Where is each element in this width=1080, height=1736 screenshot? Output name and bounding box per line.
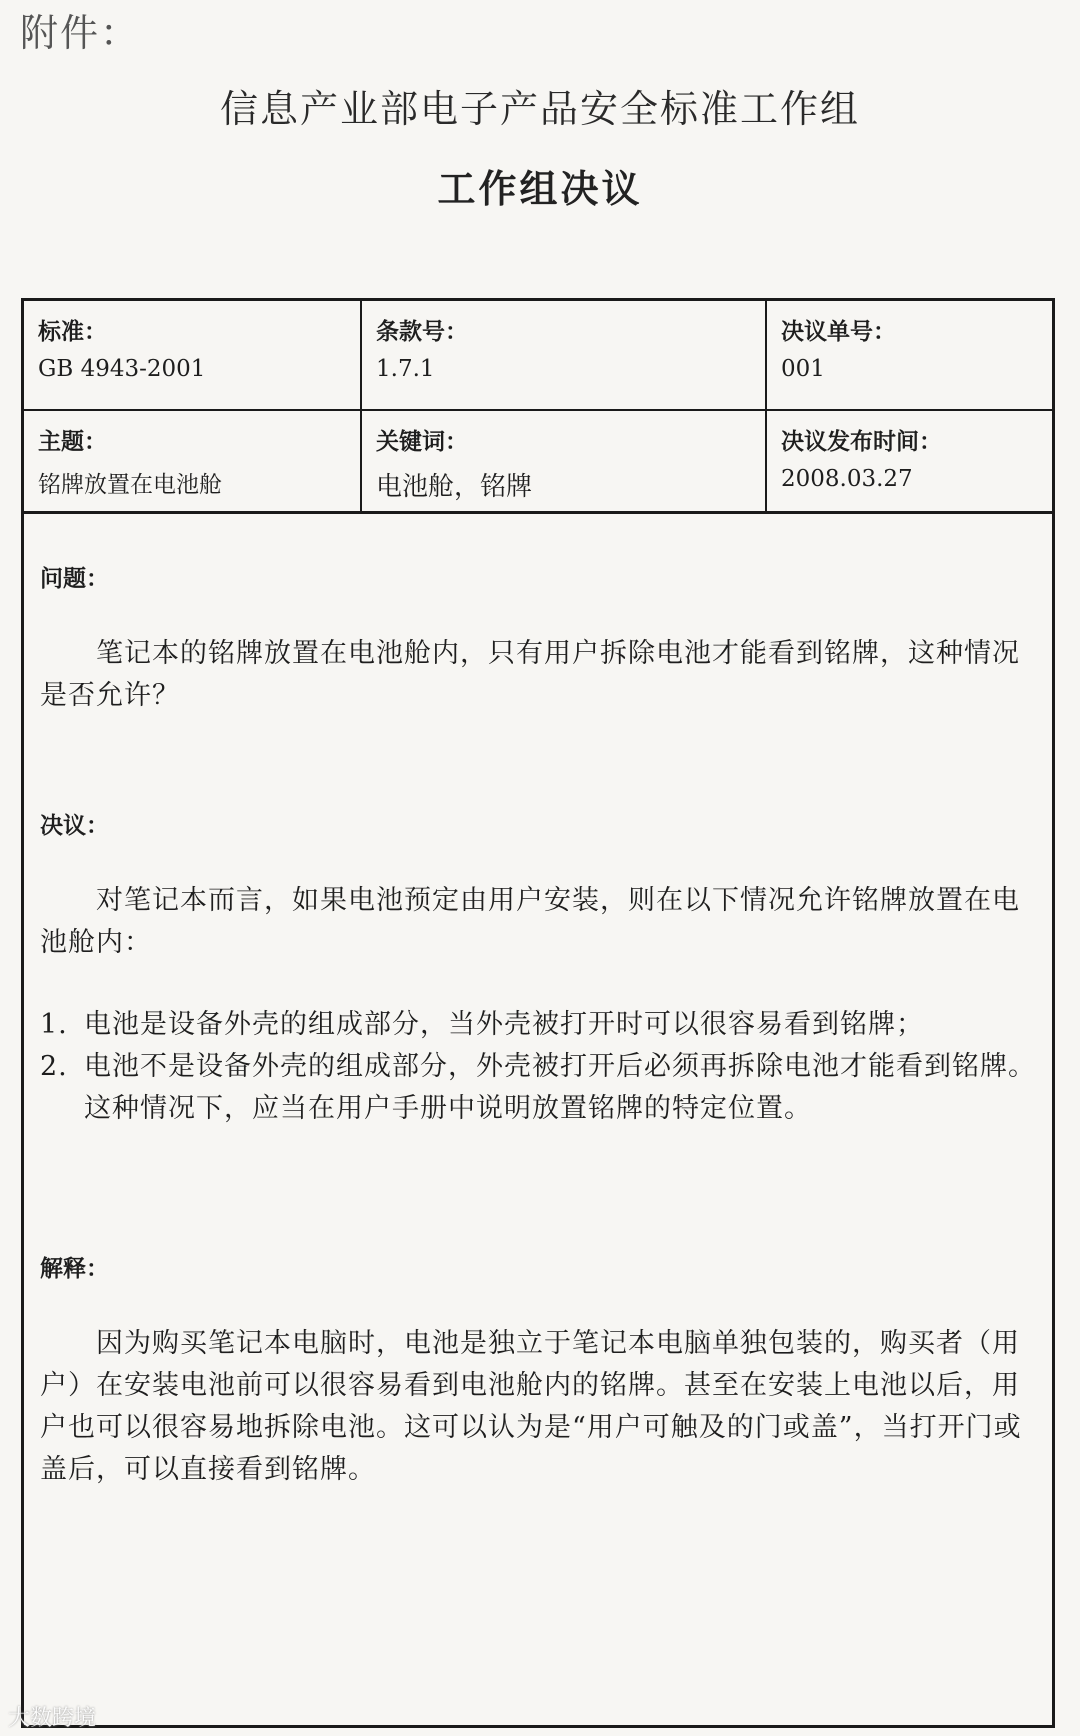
question-text: 笔记本的铭牌放置在电池舱内，只有用户拆除电池才能看到铭牌，这种情况是否允许？ [40,638,1020,711]
resolution-form [21,298,1055,1728]
publish-label: 决议发布时间： [781,428,942,455]
list-item [40,1046,1036,1130]
list-item-text: 电池是设备外壳的组成部分，当外壳被打开时可以很容易看到铭牌； [84,1009,924,1040]
publish-value: 2008.03.27 [781,466,913,492]
subject-label: 主题： [38,428,107,455]
subject-value: 铭牌放置在电池舱 [38,472,222,498]
publish-cell [767,411,1052,511]
org-title: 信息产业部电子产品安全标准工作组 [219,87,860,131]
clause-label: 条款号： [376,318,468,345]
explanation-label: 解释： [40,1255,109,1282]
resolution-no-label: 决议单号： [781,318,896,345]
list-item-number: 2. [40,1051,68,1082]
subject-cell [24,411,362,511]
clause-cell [362,301,767,411]
question-label: 问题： [40,565,109,592]
watermark: 大数跨境 [8,1706,97,1731]
standard-label: 标准： [38,318,107,345]
standard-cell [24,301,362,411]
resolution-no-value: 001 [781,356,825,382]
form-body [24,560,1052,1491]
attachment-label: 附件： [20,11,141,55]
explanation-text: 因为购买笔记本电脑时，电池是独立于笔记本电脑单独包装的，购买者（用户）在安装电池前可以很容易看到电池舱内的铭牌。甚至在安装上电池以后，用户也可以很容易地拆除电池。这可以认为是“用户可触及的门或盖”，当打开门或盖后，可以直接看到铭牌。 [40,1328,1022,1485]
resolution-text: 对笔记本而言，如果电池预定由用户安装，则在以下情况允许铭牌放置在电池舱内： [40,885,1020,958]
keywords-cell [362,411,767,511]
resolution-label: 决议： [40,812,109,839]
keywords-value: 电池舱，铭牌 [376,472,533,502]
keywords-label: 关键词： [376,428,468,455]
list-item-number: 1. [40,1009,68,1040]
doc-title: 工作组决议 [437,166,643,211]
list-item-text: 电池不是设备外壳的组成部分，外壳被打开后必须再拆除电池才能看到铭牌。这种情况下，应当在用户手册中说明放置铭牌的特定位置。 [84,1051,1036,1124]
clause-value: 1.7.1 [376,356,435,382]
resolution-list [40,1004,1036,1130]
meta-table [24,301,1052,514]
standard-value: GB 4943-2001 [38,356,206,382]
list-item [40,1004,1036,1046]
resolution-no-cell [767,301,1052,411]
